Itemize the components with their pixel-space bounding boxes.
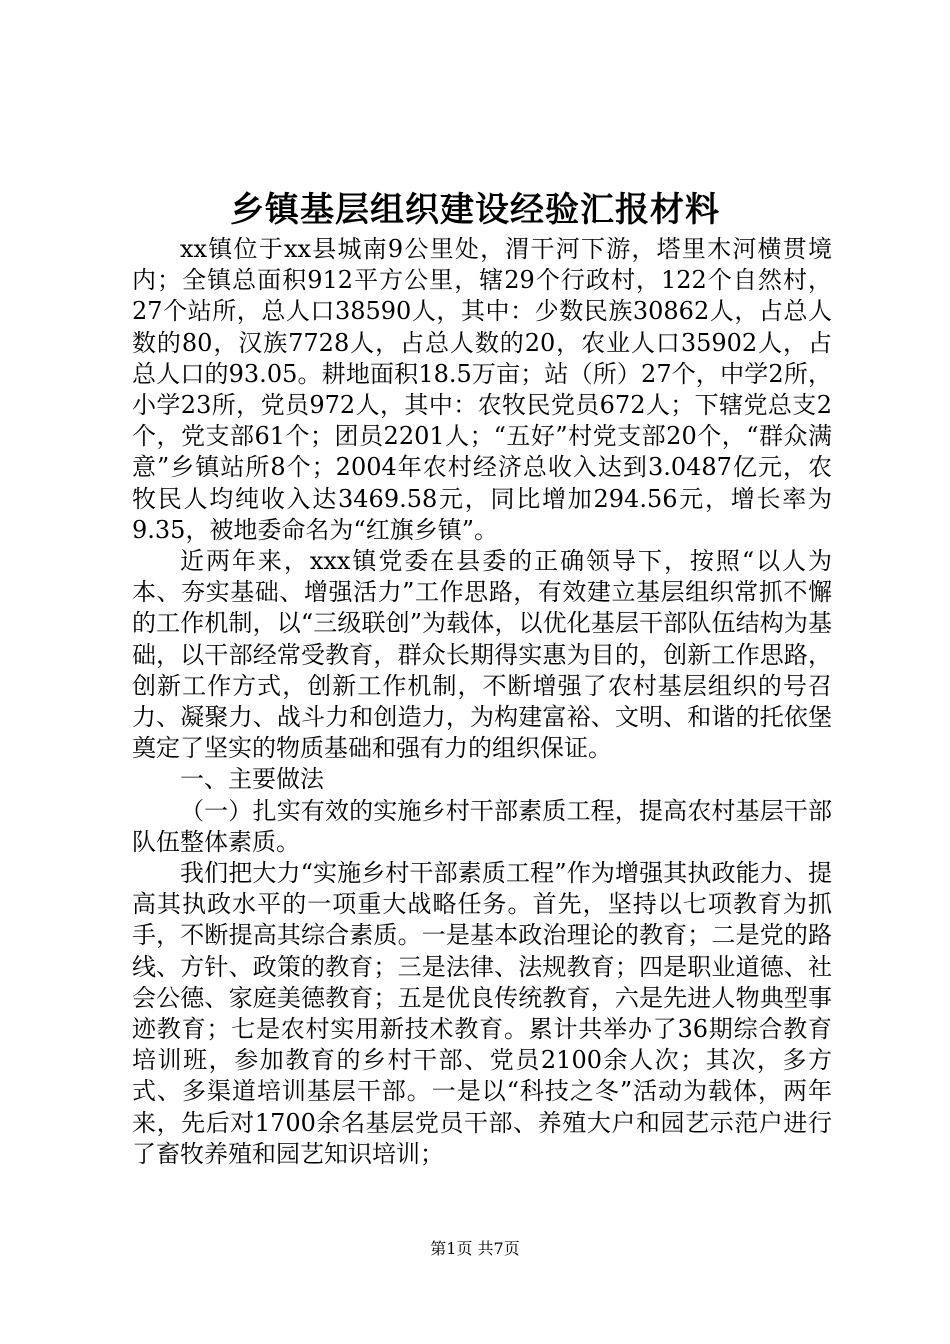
paragraph-summary: 近两年来，xxx镇党委在县委的正确领导下，按照“以人为本、夯实基础、增强活力”工作思路，有效建立基层组织常抓不懈的工作机制，以“三级联创”为载体，以优化基层干部队伍结构为基础，以干部经常受教育，群众长期得实惠为目的，创新工作思路，创新工作方式，创新工作机制，不断增强了农村基层组织的号召力、凝聚力、战斗力和创造力，为构建富裕、文明、和谐的托依堡奠定了坚实的物质基础和强有力的组织保证。 <box>132 547 832 763</box>
subsection-heading-cadre-quality: （一）扎实有效的实施乡村干部素质工程，提高农村基层干部队伍整体素质。 <box>132 796 832 856</box>
paragraph-cadre-training: 我们把大力“实施乡村干部素质工程”作为增强其执政能力、提高其执政水平的一项重大战略任务。首先，坚持以七项教育为抓手，不断提高其综合素质。一是基本政治理论的教育；二是党的路线、方针、政策的教育；三是法律、法规教育；四是职业道德、社会公德、家庭美德教育；五是优良传统教育，六是先进人物典型事迹教育；七是农村实用新技术教育。累计共举办了36期综合教育培训班，参加教育的乡村干部、党员2100余人次；其次，多方式、多渠道培训基层干部。一是以“科技之冬”活动为载体，两年来，先后对1700余名基层党员干部、养殖大户和园艺示范户进行了畜牧养殖和园艺知识培训； <box>132 859 832 1168</box>
document-title: 乡镇基层组织建设经验汇报材料 <box>230 190 720 230</box>
page-number-footer: 第1页 共7页 <box>430 1239 520 1258</box>
section-heading-main-practices: 一、主要做法 <box>180 765 324 794</box>
paragraph-overview: xx镇位于xx县城南9公里处，渭干河下游，塔里木河横贯境内；全镇总面积912平方公里，辖29个行政村，122个自然村，27个站所，总人口38590人，其中：少数民族30862人，占总人数的80，汉族7728人，占总人数的20，农业人口35902人，占总人口的93.05。耕地面积18.5万亩；站（所）27个，中学2所，小学23所，党员972人，其中：农牧民党员672人；下辖党总支2个，党支部61个；团员2201人；“五好”村党支部20个，“群众满意”乡镇站所8个；2004年农村经济总收入达到3.0487亿元，农牧民人均纯收入达3469.58元，同比增加294.56元，增长率为9.35，被地委命名为“红旗乡镇”。 <box>132 235 832 544</box>
document-body <box>132 234 832 1170</box>
